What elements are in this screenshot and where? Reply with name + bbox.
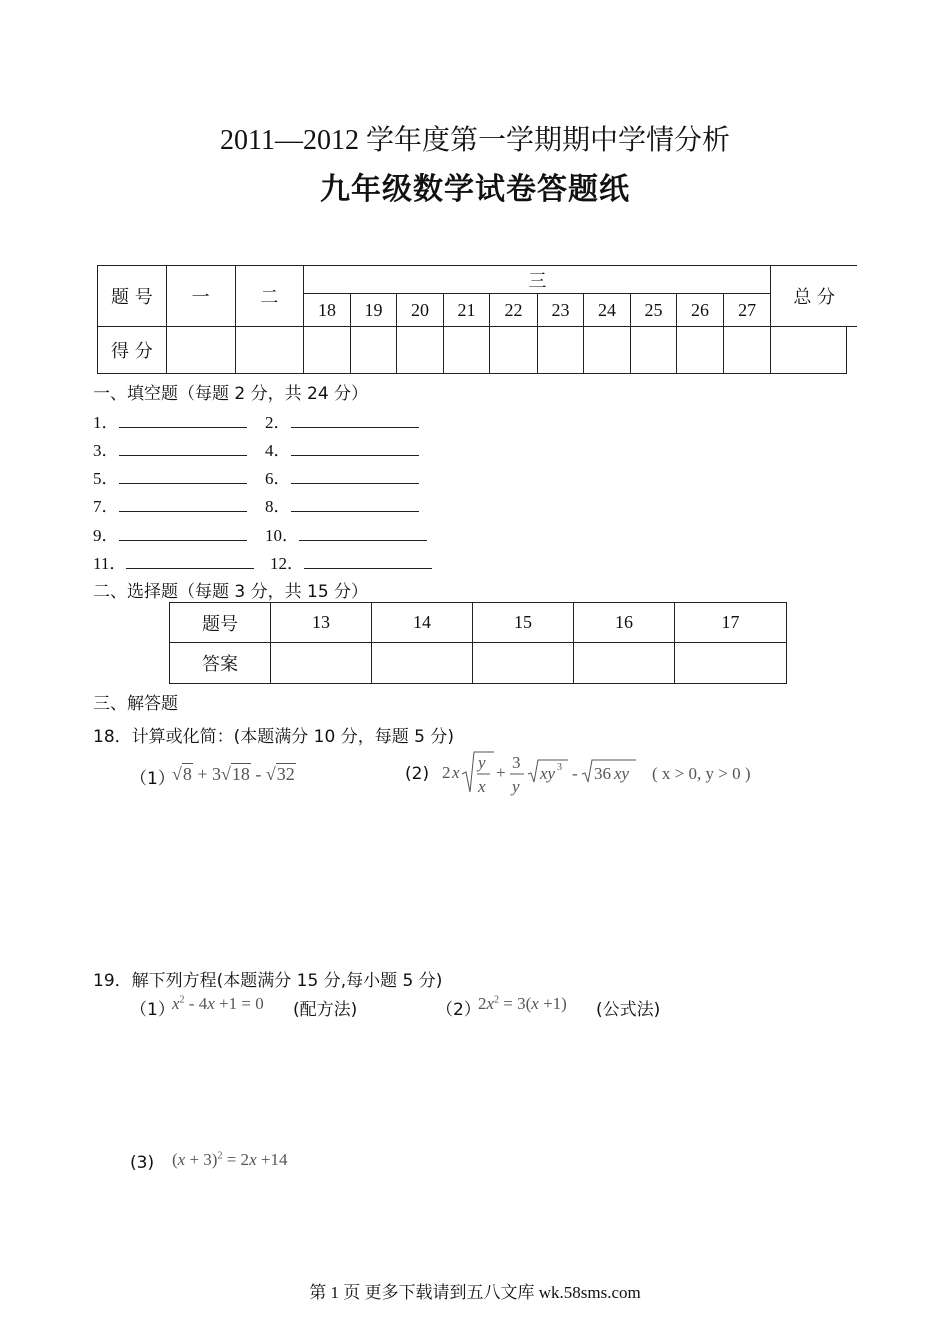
choice-number-16: 16 <box>574 603 675 643</box>
score-cell[interactable] <box>537 327 584 374</box>
score-col-three: 三 <box>304 266 771 294</box>
svg-text:xy: xy <box>540 764 556 783</box>
q18-title: 18．计算或化简：(本题满分 10 分，每题 5 分) <box>93 727 454 747</box>
choice-answer-cell[interactable] <box>574 643 675 684</box>
score-cell[interactable] <box>304 327 351 374</box>
blank-number: 4． <box>265 441 291 460</box>
q19-part1-equation: $x^2 - 4x +1 = 0$ <box>172 994 264 1013</box>
score-cell[interactable] <box>490 327 538 374</box>
blank-number: 2． <box>265 413 291 432</box>
blank-number: 3． <box>93 441 119 460</box>
page-footer: 第 1 页 更多下载请到五八文库 wk.58sms.com <box>309 1283 641 1302</box>
blank-number: 5． <box>93 469 119 488</box>
fill-row <box>265 464 419 489</box>
svg-text:36: 36 <box>594 764 611 783</box>
q19-part2-equation: $2x^2 = 3(x +1)$ <box>478 994 567 1013</box>
choice-table <box>169 602 787 684</box>
answer-blank[interactable] <box>291 493 419 512</box>
score-table <box>97 265 857 374</box>
blank-number: 9． <box>93 526 119 545</box>
answer-blank[interactable] <box>291 409 419 428</box>
score-col-one: 一 <box>166 266 235 327</box>
choice-answer-cell[interactable] <box>675 643 787 684</box>
answer-blank[interactable] <box>299 522 427 541</box>
q19-part2-method: (公式法) <box>596 1000 661 1020</box>
choice-number-13: 13 <box>271 603 372 643</box>
answer-blank[interactable] <box>119 493 247 512</box>
svg-text:2: 2 <box>442 763 451 782</box>
score-cell[interactable] <box>723 327 771 374</box>
fill-row <box>93 492 247 517</box>
score-row1-label: 题 号 <box>98 266 167 327</box>
fill-row <box>93 464 247 489</box>
blank-number: 1． <box>93 413 119 432</box>
answer-blank[interactable] <box>126 550 254 569</box>
q18-part2-label: (2) <box>405 764 430 784</box>
q18-condition: ( x > 0, y > 0 ) <box>652 764 751 783</box>
fill-row <box>265 492 419 517</box>
q19-part2-label: （2） <box>436 1000 481 1020</box>
blank-number: 10． <box>265 526 299 545</box>
q19-part3-label: (3) <box>130 1153 155 1173</box>
fill-row <box>265 521 427 546</box>
svg-text:x: x <box>478 777 486 796</box>
blank-number: 7． <box>93 497 119 516</box>
score-total-label: 总 分 <box>771 266 857 327</box>
fill-row <box>265 408 419 433</box>
svg-text:y: y <box>512 777 520 796</box>
q19-part3-equation: $(x + 3)^2 = 2x +14$ <box>172 1150 288 1169</box>
score-sub-18: 18 <box>304 294 351 327</box>
fill-row <box>93 521 247 546</box>
table-gap <box>847 327 857 374</box>
svg-text:+: + <box>496 763 506 782</box>
blank-number: 12． <box>270 554 304 573</box>
fill-row <box>270 549 432 574</box>
score-cell[interactable] <box>235 327 304 374</box>
choice-answer-cell[interactable] <box>473 643 574 684</box>
score-cell[interactable] <box>443 327 490 374</box>
q19-part1-label: （1） <box>130 1000 175 1020</box>
score-cell[interactable] <box>350 327 397 374</box>
svg-text:3: 3 <box>557 762 562 773</box>
score-sub-20: 20 <box>397 294 444 327</box>
choice-row2-label: 答案 <box>170 643 271 684</box>
answer-blank[interactable] <box>304 550 432 569</box>
answer-blank[interactable] <box>119 437 247 456</box>
q18-part1-expression: √8 + 3√18 - √32 <box>172 764 295 784</box>
svg-text:y: y <box>478 753 486 772</box>
choice-heading: 二、选择题（每题 3 分，共 15 分） <box>93 582 369 602</box>
fill-row <box>265 436 419 461</box>
q18-part1-label: （1） <box>130 769 175 789</box>
answer-blank[interactable] <box>119 409 247 428</box>
fill-heading: 一、填空题（每题 2 分，共 24 分） <box>93 384 369 404</box>
fill-row <box>93 408 247 433</box>
q19-title: 19．解下列方程(本题满分 15 分,每小题 5 分) <box>93 971 443 991</box>
score-row2-label: 得 分 <box>98 327 167 374</box>
score-sub-21: 21 <box>443 294 490 327</box>
score-sub-24: 24 <box>584 294 631 327</box>
blank-number: 8． <box>265 497 291 516</box>
score-cell[interactable] <box>630 327 677 374</box>
svg-text:3: 3 <box>512 753 521 772</box>
score-sub-23: 23 <box>537 294 584 327</box>
fill-row <box>93 549 254 574</box>
score-cell[interactable] <box>584 327 631 374</box>
choice-number-17: 17 <box>675 603 787 643</box>
score-total-cell[interactable] <box>771 327 847 374</box>
score-sub-26: 26 <box>677 294 724 327</box>
solve-heading: 三、解答题 <box>93 694 178 714</box>
blank-number: 11． <box>93 554 127 573</box>
answer-blank[interactable] <box>291 437 419 456</box>
score-cell[interactable] <box>397 327 444 374</box>
svg-text:xy: xy <box>614 764 630 783</box>
score-sub-19: 19 <box>350 294 397 327</box>
score-cell[interactable] <box>677 327 724 374</box>
score-col-two: 二 <box>235 266 304 327</box>
blank-number: 6． <box>265 469 291 488</box>
answer-blank[interactable] <box>119 465 247 484</box>
score-cell[interactable] <box>166 327 235 374</box>
choice-answer-cell[interactable] <box>372 643 473 684</box>
q18-part2-expression <box>440 748 650 800</box>
choice-number-14: 14 <box>372 603 473 643</box>
score-sub-27: 27 <box>723 294 771 327</box>
title-line-2: 九年级数学试卷答题纸 <box>320 172 630 207</box>
svg-text:-: - <box>572 764 578 783</box>
title-line-1: 2011—2012 学年度第一学期期中学情分析 <box>220 125 730 156</box>
fill-row <box>93 436 247 461</box>
choice-row1-label: 题号 <box>170 603 271 643</box>
q19-part1-method: (配方法) <box>293 1000 358 1020</box>
answer-blank[interactable] <box>119 522 247 541</box>
answer-blank[interactable] <box>291 465 419 484</box>
choice-answer-cell[interactable] <box>271 643 372 684</box>
choice-number-15: 15 <box>473 603 574 643</box>
svg-text:x: x <box>452 763 460 782</box>
score-sub-22: 22 <box>490 294 538 327</box>
score-sub-25: 25 <box>630 294 677 327</box>
